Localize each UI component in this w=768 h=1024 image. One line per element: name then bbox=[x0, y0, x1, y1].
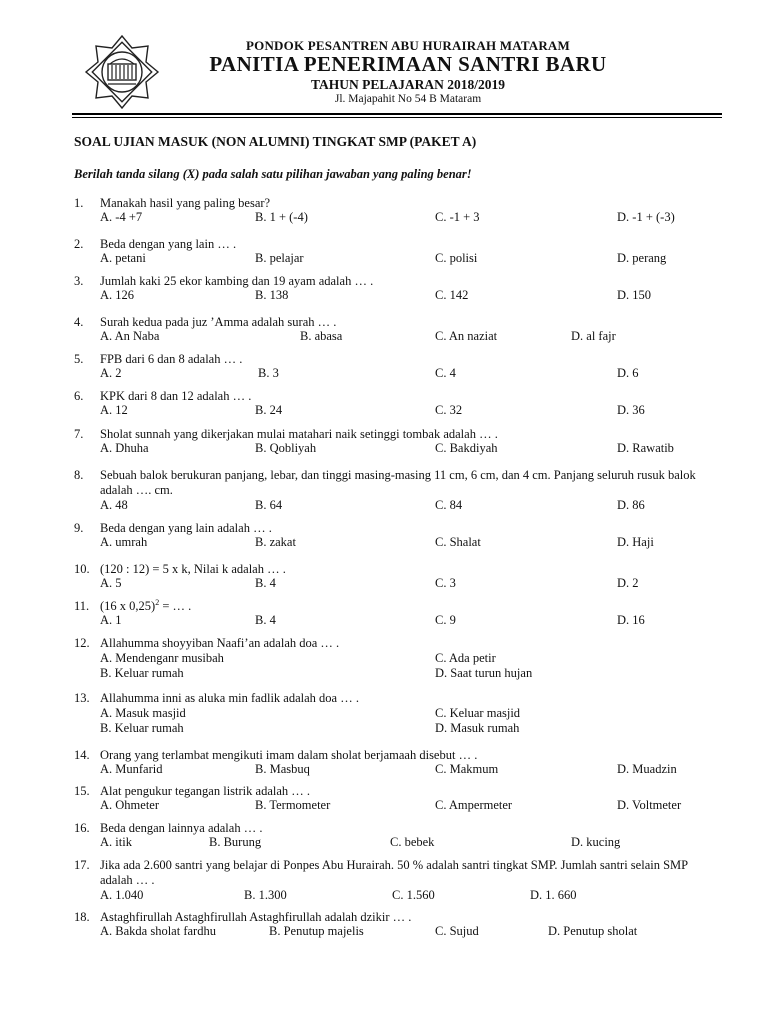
option: D. 2 bbox=[617, 576, 639, 590]
option: D. Penutup sholat bbox=[548, 924, 638, 938]
option: B. pelajar bbox=[255, 251, 304, 265]
option: A. Munfarid bbox=[100, 762, 163, 776]
option: C. bebek bbox=[390, 835, 435, 849]
address: Jl. Majapahit No 54 B Mataram bbox=[334, 93, 482, 105]
option: A. umrah bbox=[100, 535, 148, 549]
option: A. Dhuha bbox=[100, 441, 149, 455]
expression-exponent: 2 bbox=[155, 597, 160, 607]
question-text bbox=[100, 599, 710, 614]
question-number: 12. bbox=[74, 636, 90, 650]
option: D. -1 + (-3) bbox=[617, 210, 675, 224]
instruction: Berilah tanda silang (X) pada salah satu pilihan jawaban yang paling benar! bbox=[74, 167, 472, 181]
question-text: (120 : 12) = 5 x k, Nilai k adalah … . bbox=[100, 562, 286, 576]
option: B. 3 bbox=[258, 366, 279, 380]
option: D. 150 bbox=[617, 288, 652, 302]
option: B. zakat bbox=[255, 535, 296, 549]
question-number: 5. bbox=[74, 352, 84, 366]
option: C. 1.560 bbox=[392, 888, 435, 902]
question-text: FPB dari 6 dan 8 adalah … . bbox=[100, 352, 243, 366]
option: A. Ohmeter bbox=[100, 798, 160, 812]
question-number: 15. bbox=[74, 784, 90, 798]
academic-year: TAHUN PELAJARAN 2018/2019 bbox=[310, 77, 505, 92]
header-divider-thick bbox=[72, 113, 722, 115]
option: B. Termometer bbox=[255, 798, 331, 812]
question-number: 17. bbox=[74, 858, 90, 872]
option: C. Ampermeter bbox=[435, 798, 513, 812]
option: A. 1 bbox=[100, 613, 122, 627]
option: D. Voltmeter bbox=[617, 798, 682, 812]
option: D. Haji bbox=[617, 535, 654, 549]
question-number: 2. bbox=[74, 237, 84, 251]
option: A. petani bbox=[100, 251, 146, 265]
option: A. 126 bbox=[100, 288, 135, 302]
option: D. 16 bbox=[617, 613, 645, 627]
option: A. An Naba bbox=[100, 329, 160, 343]
option: B. Qobliyah bbox=[255, 441, 317, 455]
option: B. 1 + (-4) bbox=[255, 210, 308, 224]
expression-tail: = … . bbox=[159, 599, 192, 613]
option: D. 86 bbox=[617, 498, 645, 512]
question-number: 10. bbox=[74, 562, 90, 576]
question-number: 14. bbox=[74, 748, 90, 762]
option: B. Keluar rumah bbox=[100, 721, 184, 735]
question-number: 1. bbox=[74, 196, 84, 210]
option: B. Keluar rumah bbox=[100, 666, 184, 680]
option: A. 5 bbox=[100, 576, 122, 590]
question-text: Orang yang terlambat mengikuti imam dalam sholat berjamaah disebut … . bbox=[100, 748, 478, 762]
question-text: Jika ada 2.600 santri yang belajar di Ponpes Abu Hurairah. 50 % adalah santri tingkat SMP. Jumlah santri selain SMP adalah … . bbox=[100, 858, 688, 887]
question-text: Jumlah kaki 25 ekor kambing dan 19 ayam adalah … . bbox=[100, 274, 374, 288]
option: B. 138 bbox=[255, 288, 289, 302]
question-text: Allahumma inni as aluka min fadlik adalah doa … . bbox=[100, 691, 359, 705]
option: C. 4 bbox=[435, 366, 456, 380]
option: B. 64 bbox=[255, 498, 283, 512]
option: D. Saat turun hujan bbox=[435, 666, 533, 680]
option: D. Muadzin bbox=[617, 762, 677, 776]
header-divider-thin bbox=[72, 117, 722, 118]
option: B. 24 bbox=[255, 403, 283, 417]
option: B. 4 bbox=[255, 613, 276, 627]
option: D. 36 bbox=[617, 403, 645, 417]
question-text: Sebuah balok berukuran panjang, lebar, dan tinggi masing-masing 11 cm, 6 cm, dan 4 cm. Panjang seluruh rusuk balok adalah …. cm. bbox=[100, 468, 696, 497]
option: C. Ada petir bbox=[435, 651, 496, 665]
question-text: Alat pengukur tegangan listrik adalah … . bbox=[100, 784, 311, 798]
question-text: Manakah hasil yang paling besar? bbox=[100, 196, 271, 210]
option: B. Burung bbox=[209, 835, 262, 849]
expression-base: (16 x 0,25) bbox=[100, 599, 156, 613]
option: A. -4 +7 bbox=[100, 210, 143, 224]
option: D. Rawatib bbox=[617, 441, 674, 455]
option: B. Penutup majelis bbox=[269, 924, 364, 938]
option: D. perang bbox=[617, 251, 667, 265]
option: D. al fajr bbox=[571, 329, 616, 343]
question-number: 8. bbox=[74, 468, 84, 482]
question-number: 4. bbox=[74, 315, 84, 329]
option: A. 1.040 bbox=[100, 888, 144, 902]
option: D. Masuk rumah bbox=[435, 721, 520, 735]
option: D. 1. 660 bbox=[530, 888, 577, 902]
option: A. itik bbox=[100, 835, 132, 849]
question-number: 7. bbox=[74, 427, 84, 441]
option: C. polisi bbox=[435, 251, 478, 265]
option: C. 142 bbox=[435, 288, 469, 302]
option: A. 48 bbox=[100, 498, 128, 512]
question-number: 18. bbox=[74, 910, 90, 924]
option: A. Bakda sholat fardhu bbox=[100, 924, 216, 938]
question-text: Sholat sunnah yang dikerjakan mulai matahari naik setinggi tombak adalah … . bbox=[100, 427, 498, 441]
school-name: PONDOK PESANTREN ABU HURAIRAH MATARAM bbox=[246, 38, 570, 53]
option: C. An naziat bbox=[435, 329, 498, 343]
option: B. 1.300 bbox=[244, 888, 287, 902]
option: C. -1 + 3 bbox=[435, 210, 480, 224]
option: C. 84 bbox=[435, 498, 463, 512]
question-text: Beda dengan lainnya adalah … . bbox=[100, 821, 263, 835]
question-text: Surah kedua pada juz ’Amma adalah surah … . bbox=[100, 315, 337, 329]
option: B. abasa bbox=[300, 329, 343, 343]
option: D. 6 bbox=[617, 366, 639, 380]
question-number: 13. bbox=[74, 691, 90, 705]
option: C. 9 bbox=[435, 613, 456, 627]
option: C. 32 bbox=[435, 403, 463, 417]
question-number: 11. bbox=[74, 599, 90, 613]
question-text: Allahumma shoyyiban Naafi’an adalah doa … . bbox=[100, 636, 340, 650]
option: C. Makmum bbox=[435, 762, 499, 776]
question-text: Beda dengan yang lain adalah … . bbox=[100, 521, 272, 535]
option: C. Shalat bbox=[435, 535, 481, 549]
question-number: 16. bbox=[74, 821, 90, 835]
option: A. Mendenganr musibah bbox=[100, 651, 224, 665]
question-text: Beda dengan yang lain … . bbox=[100, 237, 237, 251]
option: B. Masbuq bbox=[255, 762, 310, 776]
question-number: 3. bbox=[74, 274, 84, 288]
exam-title: SOAL UJIAN MASUK (NON ALUMNI) TINGKAT SMP (PAKET A) bbox=[74, 134, 477, 149]
option: A. Masuk masjid bbox=[100, 706, 186, 720]
question-number: 6. bbox=[74, 389, 84, 403]
question-text: KPK dari 8 dan 12 adalah … . bbox=[100, 389, 252, 403]
option: C. Keluar masjid bbox=[435, 706, 521, 720]
option: A. 12 bbox=[100, 403, 128, 417]
option: D. kucing bbox=[571, 835, 621, 849]
option: C. Sujud bbox=[435, 924, 479, 938]
question-number: 9. bbox=[74, 521, 84, 535]
committee-name: PANITIA PENERIMAAN SANTRI BARU bbox=[209, 52, 607, 76]
option: C. 3 bbox=[435, 576, 456, 590]
school-logo bbox=[84, 34, 160, 110]
option: C. Bakdiyah bbox=[435, 441, 498, 455]
option: A. 2 bbox=[100, 366, 122, 380]
option: B. 4 bbox=[255, 576, 276, 590]
question-text: Astaghfirullah Astaghfirullah Astaghfirullah adalah dzikir … . bbox=[100, 910, 412, 924]
